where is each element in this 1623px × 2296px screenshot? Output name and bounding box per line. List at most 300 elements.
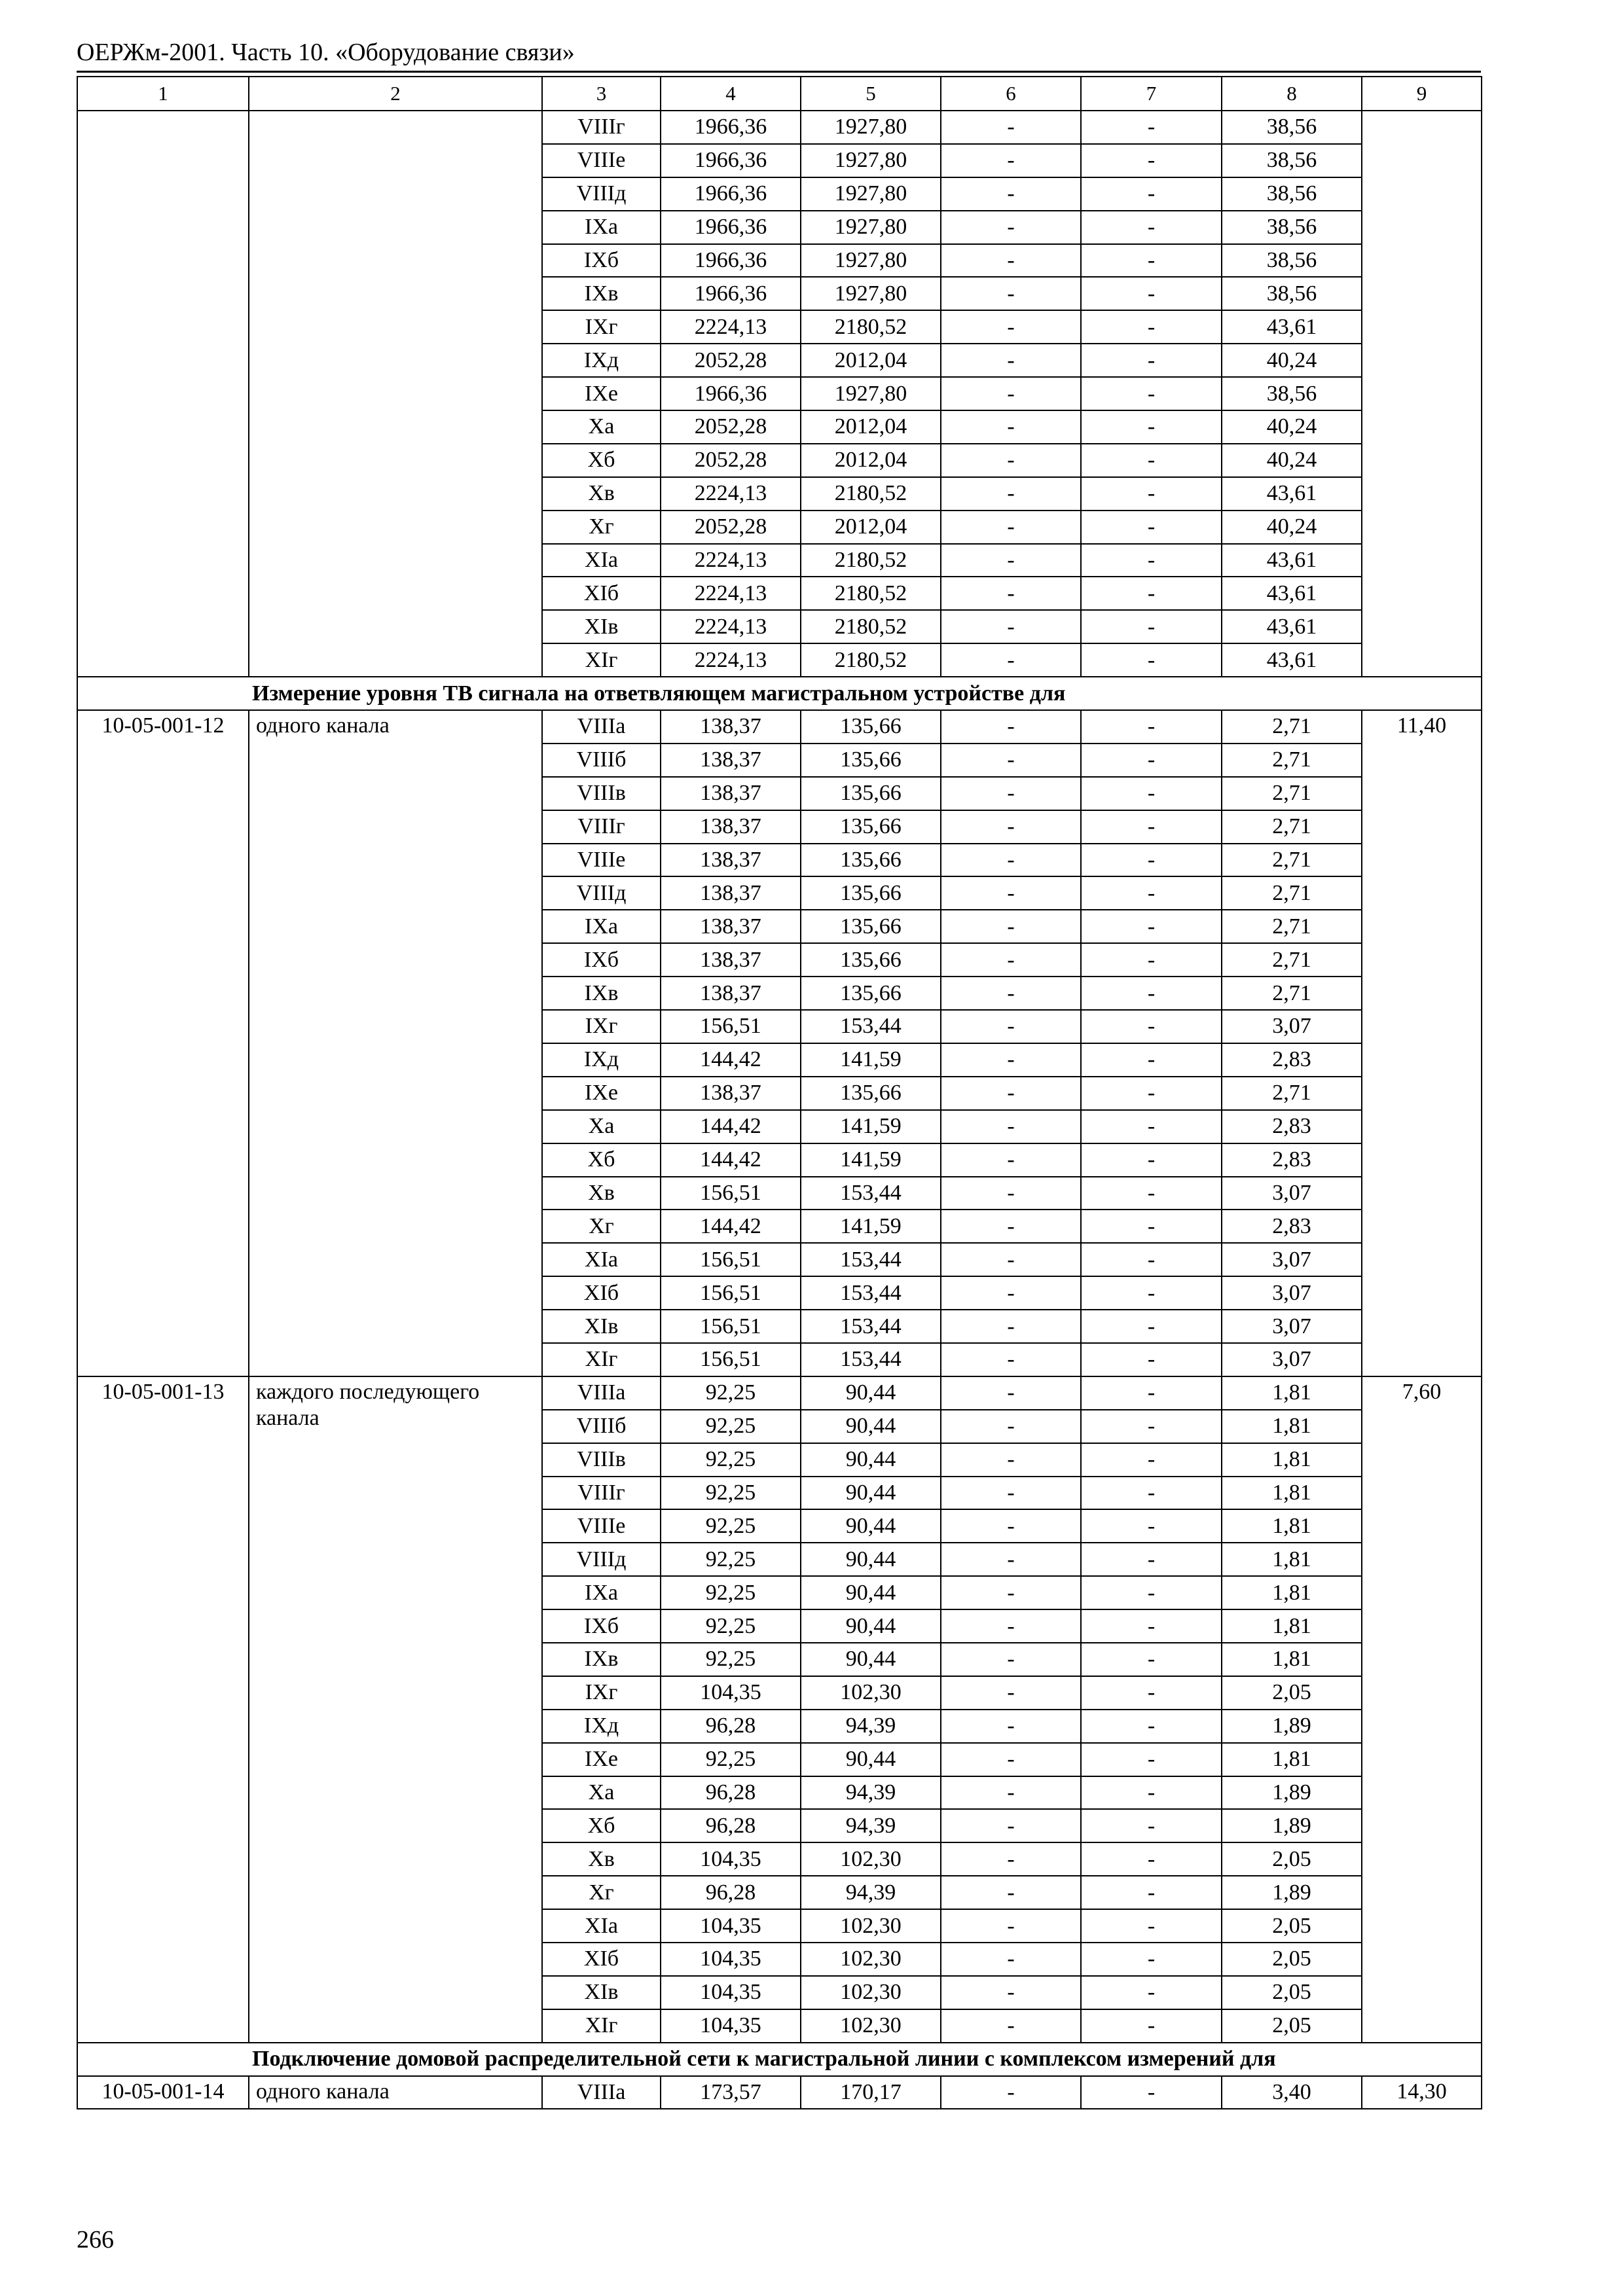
table-cell: 156,51: [661, 1310, 801, 1343]
table-cell: 1927,80: [801, 244, 941, 278]
table-cell: 153,44: [801, 1310, 941, 1343]
table-cell: 141,59: [801, 1043, 941, 1077]
table-cell: 104,35: [661, 1909, 801, 1943]
column-header: 1: [77, 77, 249, 111]
table-cell: -: [1081, 144, 1222, 177]
table-cell: -: [1081, 610, 1222, 643]
table-cell: -: [941, 1976, 1081, 2009]
table-cell: 135,66: [801, 744, 941, 777]
table-cell: 2012,04: [801, 410, 941, 444]
table-cell: Xа: [542, 1776, 661, 1810]
table-cell: Xа: [542, 1110, 661, 1143]
table-cell: 2052,28: [661, 511, 801, 544]
table-cell: 1966,36: [661, 211, 801, 244]
rate-description: одного канала: [249, 710, 542, 1376]
table-cell: 94,39: [801, 1809, 941, 1842]
table-cell: 156,51: [661, 1276, 801, 1310]
table-cell: 90,44: [801, 1743, 941, 1776]
table-cell: Xб: [542, 1143, 661, 1177]
table-cell: -: [941, 1576, 1081, 1609]
table-cell: VIIIд: [542, 177, 661, 211]
section-row: [77, 2043, 1482, 2076]
table-cell: 2224,13: [661, 310, 801, 344]
section-title: Подключение домовой распределительной сети к магистральной линии с комплексом измерений для: [77, 2043, 1482, 2076]
table-cell: -: [941, 1609, 1081, 1643]
table-cell: 90,44: [801, 1509, 941, 1543]
table-cell: IXд: [542, 1710, 661, 1743]
page-header: ОЕРЖм-2001. Часть 10. «Оборудование связи»: [77, 39, 575, 66]
table-cell: -: [941, 1809, 1081, 1842]
table-cell: -: [941, 377, 1081, 410]
table-cell: VIIIв: [542, 1443, 661, 1477]
table-cell: 96,28: [661, 1809, 801, 1842]
table-cell: -: [941, 1509, 1081, 1543]
table-cell: -: [1081, 643, 1222, 677]
table-cell: Xг: [542, 511, 661, 544]
table-cell: XIа: [542, 544, 661, 577]
table-cell: 90,44: [801, 1410, 941, 1443]
table-cell: IXд: [542, 1043, 661, 1077]
table-cell: 38,56: [1222, 177, 1362, 211]
table-cell: -: [1081, 1809, 1222, 1842]
table-cell: -: [1081, 910, 1222, 943]
table-cell: 2180,52: [801, 577, 941, 610]
table-cell: VIIIд: [542, 1543, 661, 1576]
table-cell: 1966,36: [661, 144, 801, 177]
table-cell: -: [1081, 1943, 1222, 1976]
table-cell: -: [941, 1043, 1081, 1077]
table-cell: -: [1081, 1177, 1222, 1210]
table-cell: -: [1081, 1643, 1222, 1676]
table-cell: 2,71: [1222, 844, 1362, 877]
table-cell: 2,71: [1222, 1077, 1362, 1110]
table-cell: -: [941, 1077, 1081, 1110]
table-cell: -: [941, 111, 1081, 144]
table-cell: 92,25: [661, 1743, 801, 1776]
table-cell: 153,44: [801, 1010, 941, 1043]
table-cell: -: [1081, 1543, 1222, 1576]
table-cell: 3,07: [1222, 1243, 1362, 1276]
table-cell: 156,51: [661, 1343, 801, 1376]
column-header: 8: [1222, 77, 1362, 111]
table-cell: 135,66: [801, 777, 941, 810]
table-cell: 92,25: [661, 1376, 801, 1410]
table-cell: 40,24: [1222, 410, 1362, 444]
table-cell: 96,28: [661, 1776, 801, 1810]
table-cell: -: [941, 277, 1081, 310]
table-cell: -: [941, 410, 1081, 444]
table-cell: 138,37: [661, 876, 801, 910]
table-cell: -: [1081, 310, 1222, 344]
table-cell: 2012,04: [801, 511, 941, 544]
table-cell: -: [1081, 1909, 1222, 1943]
table-cell: -: [941, 1110, 1081, 1143]
table-cell: 38,56: [1222, 277, 1362, 310]
table-cell: -: [941, 844, 1081, 877]
table-cell: 1,81: [1222, 1743, 1362, 1776]
table-cell: IXб: [542, 1609, 661, 1643]
table-cell: -: [1081, 1576, 1222, 1609]
table-cell: 43,61: [1222, 610, 1362, 643]
column-header: 2: [249, 77, 542, 111]
table-cell: VIIIе: [542, 844, 661, 877]
table-cell: -: [941, 1676, 1081, 1710]
table-cell: 2012,04: [801, 444, 941, 477]
table-cell: Xв: [542, 477, 661, 511]
table-cell: 2,05: [1222, 1909, 1362, 1943]
table-cell: 2,71: [1222, 710, 1362, 744]
table-cell: -: [941, 1010, 1081, 1043]
table-cell: 2052,28: [661, 344, 801, 377]
rate-code: 10-05-001-13: [77, 1376, 249, 2043]
table-cell: -: [1081, 2076, 1222, 2109]
table-cell: -: [1081, 1842, 1222, 1876]
table-cell: -: [1081, 943, 1222, 977]
table-cell: -: [1081, 1710, 1222, 1743]
table-cell: 135,66: [801, 1077, 941, 1110]
table-cell: 94,39: [801, 1876, 941, 1909]
table-cell: 2224,13: [661, 477, 801, 511]
column-header: 7: [1081, 77, 1222, 111]
table-cell: -: [941, 211, 1081, 244]
table-cell: 104,35: [661, 1976, 801, 2009]
table-cell: -: [1081, 876, 1222, 910]
table-cell: 1,81: [1222, 1576, 1362, 1609]
table-cell: 144,42: [661, 1110, 801, 1143]
table-cell: 153,44: [801, 1177, 941, 1210]
column-header: 4: [661, 77, 801, 111]
table-cell: VIIIе: [542, 1509, 661, 1543]
table-cell: 96,28: [661, 1710, 801, 1743]
table-cell: IXа: [542, 1576, 661, 1609]
table-cell: 1,89: [1222, 1809, 1362, 1842]
table-cell: 92,25: [661, 1543, 801, 1576]
column-header: 6: [941, 77, 1081, 111]
table-cell: XIб: [542, 577, 661, 610]
table-cell: 2,71: [1222, 744, 1362, 777]
table-cell: 2,83: [1222, 1210, 1362, 1243]
table-cell: -: [941, 977, 1081, 1010]
table-cell: -: [1081, 1077, 1222, 1110]
table-cell: 43,61: [1222, 577, 1362, 610]
table-cell: 2224,13: [661, 544, 801, 577]
table-cell: 2,05: [1222, 1842, 1362, 1876]
table-cell: IXг: [542, 1010, 661, 1043]
table-cell: 90,44: [801, 1477, 941, 1510]
table-cell: -: [1081, 1410, 1222, 1443]
table-cell: VIIIд: [542, 876, 661, 910]
table-cell: -: [941, 1743, 1081, 1776]
table-cell: 1,89: [1222, 1876, 1362, 1909]
table-cell: IXа: [542, 910, 661, 943]
table-cell: VIIIв: [542, 777, 661, 810]
table-cell: 43,61: [1222, 477, 1362, 511]
table-cell: XIб: [542, 1943, 661, 1976]
table-cell: -: [941, 810, 1081, 844]
table-cell: 43,61: [1222, 643, 1362, 677]
table-cell: 135,66: [801, 910, 941, 943]
table-cell: XIг: [542, 2009, 661, 2043]
table-cell: 1966,36: [661, 377, 801, 410]
table-cell: 43,61: [1222, 544, 1362, 577]
table-cell: -: [1081, 1043, 1222, 1077]
table-cell: IXе: [542, 1743, 661, 1776]
table-cell: 90,44: [801, 1576, 941, 1609]
table-cell: 1927,80: [801, 111, 941, 144]
table-cell: 138,37: [661, 810, 801, 844]
table-cell: 2,71: [1222, 810, 1362, 844]
table-cell: 2180,52: [801, 544, 941, 577]
table-cell: -: [1081, 1509, 1222, 1543]
table-cell: 2,71: [1222, 910, 1362, 943]
header-rule: [77, 71, 1481, 73]
table-cell: -: [941, 511, 1081, 544]
table-cell: 2,05: [1222, 1943, 1362, 1976]
table-cell: -: [1081, 1310, 1222, 1343]
table-cell: IXв: [542, 977, 661, 1010]
table-cell: VIIIе: [542, 144, 661, 177]
table-cell: 2,83: [1222, 1143, 1362, 1177]
table-cell: -: [941, 1876, 1081, 1909]
table-cell: -: [941, 1210, 1081, 1243]
table-cell: 40,24: [1222, 344, 1362, 377]
table-row: [77, 2076, 1482, 2109]
table-cell: -: [1081, 177, 1222, 211]
table-cell: -: [941, 177, 1081, 211]
table-cell: 135,66: [801, 876, 941, 910]
table-cell: -: [941, 1443, 1081, 1477]
table-cell: -: [941, 1543, 1081, 1576]
table-cell: 173,57: [661, 2076, 801, 2109]
table-cell: -: [1081, 577, 1222, 610]
table-cell: VIIIб: [542, 744, 661, 777]
table-cell: 144,42: [661, 1143, 801, 1177]
table-cell: VIIIг: [542, 111, 661, 144]
table-cell: -: [1081, 410, 1222, 444]
table-cell: IXв: [542, 1643, 661, 1676]
table-cell: -: [941, 1310, 1081, 1343]
table-cell: 92,25: [661, 1509, 801, 1543]
table-cell: 92,25: [661, 1443, 801, 1477]
labor-cost: 7,60: [1362, 1376, 1482, 2043]
table-cell: -: [1081, 444, 1222, 477]
table-cell: VIIIа: [542, 2076, 661, 2109]
table-cell: -: [941, 710, 1081, 744]
rate-code: 10-05-001-14: [77, 2076, 249, 2109]
table-cell: -: [941, 244, 1081, 278]
table-cell: 135,66: [801, 710, 941, 744]
table-cell: 40,24: [1222, 444, 1362, 477]
table-cell: 153,44: [801, 1343, 941, 1376]
table-cell: 1966,36: [661, 111, 801, 144]
table-cell: 102,30: [801, 1943, 941, 1976]
table-cell: -: [941, 943, 1081, 977]
rate-description: каждого последующего канала: [249, 1376, 542, 2043]
table-cell: XIв: [542, 1310, 661, 1343]
table-cell: 2180,52: [801, 610, 941, 643]
table-cell: -: [1081, 1477, 1222, 1510]
table-cell: -: [941, 444, 1081, 477]
table-cell: XIг: [542, 1343, 661, 1376]
table-cell: 2224,13: [661, 610, 801, 643]
table-cell: -: [1081, 1010, 1222, 1043]
table-cell: IXд: [542, 344, 661, 377]
table-cell: 3,07: [1222, 1010, 1362, 1043]
table-cell: 3,07: [1222, 1276, 1362, 1310]
table-cell: -: [1081, 1743, 1222, 1776]
table-cell: -: [1081, 1343, 1222, 1376]
table-cell: -: [941, 1243, 1081, 1276]
table-cell: 2224,13: [661, 643, 801, 677]
table-cell: -: [941, 876, 1081, 910]
table-cell: -: [1081, 977, 1222, 1010]
table-cell: 138,37: [661, 844, 801, 877]
table-cell: 144,42: [661, 1210, 801, 1243]
table-cell: -: [1081, 544, 1222, 577]
table-cell: 1,89: [1222, 1710, 1362, 1743]
labor-cost: [1362, 111, 1482, 677]
table-cell: -: [941, 1477, 1081, 1510]
table-cell: VIIIа: [542, 710, 661, 744]
table-cell: XIг: [542, 643, 661, 677]
rate-code: [77, 111, 249, 677]
table-cell: -: [941, 744, 1081, 777]
table-cell: 102,30: [801, 1909, 941, 1943]
table-cell: 135,66: [801, 943, 941, 977]
table-cell: -: [1081, 744, 1222, 777]
table-cell: -: [941, 1143, 1081, 1177]
table-cell: 156,51: [661, 1010, 801, 1043]
table-cell: 2,71: [1222, 943, 1362, 977]
table-cell: 2,71: [1222, 977, 1362, 1010]
table-cell: 138,37: [661, 1077, 801, 1110]
table-cell: IXб: [542, 244, 661, 278]
table-cell: 90,44: [801, 1643, 941, 1676]
table-cell: -: [941, 2009, 1081, 2043]
column-header: 3: [542, 77, 661, 111]
table-cell: -: [1081, 277, 1222, 310]
table-cell: -: [941, 144, 1081, 177]
table-cell: 2,05: [1222, 2009, 1362, 2043]
table-cell: 38,56: [1222, 377, 1362, 410]
section-row: [77, 677, 1482, 710]
table-cell: 2,71: [1222, 777, 1362, 810]
table-cell: -: [941, 1710, 1081, 1743]
table-cell: 94,39: [801, 1776, 941, 1810]
table-cell: 2180,52: [801, 477, 941, 511]
table-cell: 141,59: [801, 1210, 941, 1243]
table-cell: IXг: [542, 1676, 661, 1710]
table-cell: -: [1081, 1609, 1222, 1643]
table-cell: -: [941, 344, 1081, 377]
table-cell: VIIIг: [542, 810, 661, 844]
table-cell: 43,61: [1222, 310, 1362, 344]
rate-description: одного канала: [249, 2076, 542, 2109]
table-cell: IXа: [542, 211, 661, 244]
table-cell: 92,25: [661, 1477, 801, 1510]
table-cell: IXб: [542, 943, 661, 977]
table-cell: -: [1081, 511, 1222, 544]
table-cell: 153,44: [801, 1243, 941, 1276]
table-cell: 141,59: [801, 1110, 941, 1143]
table-cell: 1,81: [1222, 1376, 1362, 1410]
table-row: [77, 710, 1482, 744]
table-cell: 138,37: [661, 777, 801, 810]
table-cell: 153,44: [801, 1276, 941, 1310]
table-cell: -: [1081, 1376, 1222, 1410]
table-cell: -: [941, 610, 1081, 643]
column-header: 9: [1362, 77, 1482, 111]
table-cell: -: [941, 1776, 1081, 1810]
table-cell: -: [941, 910, 1081, 943]
table-cell: 1,81: [1222, 1477, 1362, 1510]
table-cell: 38,56: [1222, 244, 1362, 278]
table-cell: XIа: [542, 1909, 661, 1943]
table-cell: IXг: [542, 310, 661, 344]
table-cell: -: [1081, 810, 1222, 844]
table-cell: 102,30: [801, 1976, 941, 2009]
table-cell: 2180,52: [801, 643, 941, 677]
table-cell: 2012,04: [801, 344, 941, 377]
table-cell: 92,25: [661, 1609, 801, 1643]
table-cell: Xв: [542, 1842, 661, 1876]
table-cell: 1966,36: [661, 277, 801, 310]
table-cell: 138,37: [661, 744, 801, 777]
table-cell: 1927,80: [801, 377, 941, 410]
table-cell: -: [1081, 844, 1222, 877]
table-cell: 2224,13: [661, 577, 801, 610]
table-cell: -: [941, 1909, 1081, 1943]
table-cell: 104,35: [661, 1676, 801, 1710]
table-cell: XIб: [542, 1276, 661, 1310]
table-cell: -: [1081, 2009, 1222, 2043]
table-cell: VIIIг: [542, 1477, 661, 1510]
table-cell: -: [1081, 777, 1222, 810]
table-cell: Xг: [542, 1210, 661, 1243]
table-cell: -: [941, 2076, 1081, 2109]
table-cell: -: [941, 1276, 1081, 1310]
rate-code: 10-05-001-12: [77, 710, 249, 1376]
rates-table: [77, 76, 1482, 2109]
table-header-row: [77, 77, 1482, 111]
table-cell: -: [1081, 477, 1222, 511]
table-cell: IXе: [542, 377, 661, 410]
table-cell: 2,83: [1222, 1110, 1362, 1143]
section-title: Измерение уровня ТВ сигнала на ответвляющем магистральном устройстве для: [77, 677, 1482, 710]
table-cell: XIа: [542, 1243, 661, 1276]
table-cell: -: [1081, 1243, 1222, 1276]
table-cell: Xг: [542, 1876, 661, 1909]
table-cell: -: [941, 777, 1081, 810]
table-cell: 38,56: [1222, 144, 1362, 177]
table-cell: -: [1081, 1210, 1222, 1243]
table-cell: Xб: [542, 1809, 661, 1842]
table-cell: 1,81: [1222, 1643, 1362, 1676]
table-cell: 38,56: [1222, 211, 1362, 244]
table-cell: 141,59: [801, 1143, 941, 1177]
table-cell: 135,66: [801, 810, 941, 844]
table-cell: 3,40: [1222, 2076, 1362, 2109]
table-cell: -: [941, 310, 1081, 344]
rate-description: [249, 111, 542, 677]
table-cell: 138,37: [661, 943, 801, 977]
table-cell: 3,07: [1222, 1343, 1362, 1376]
table-cell: -: [941, 1943, 1081, 1976]
table-cell: 138,37: [661, 977, 801, 1010]
table-cell: 2,71: [1222, 876, 1362, 910]
table-cell: 2,05: [1222, 1976, 1362, 2009]
table-cell: 104,35: [661, 1842, 801, 1876]
